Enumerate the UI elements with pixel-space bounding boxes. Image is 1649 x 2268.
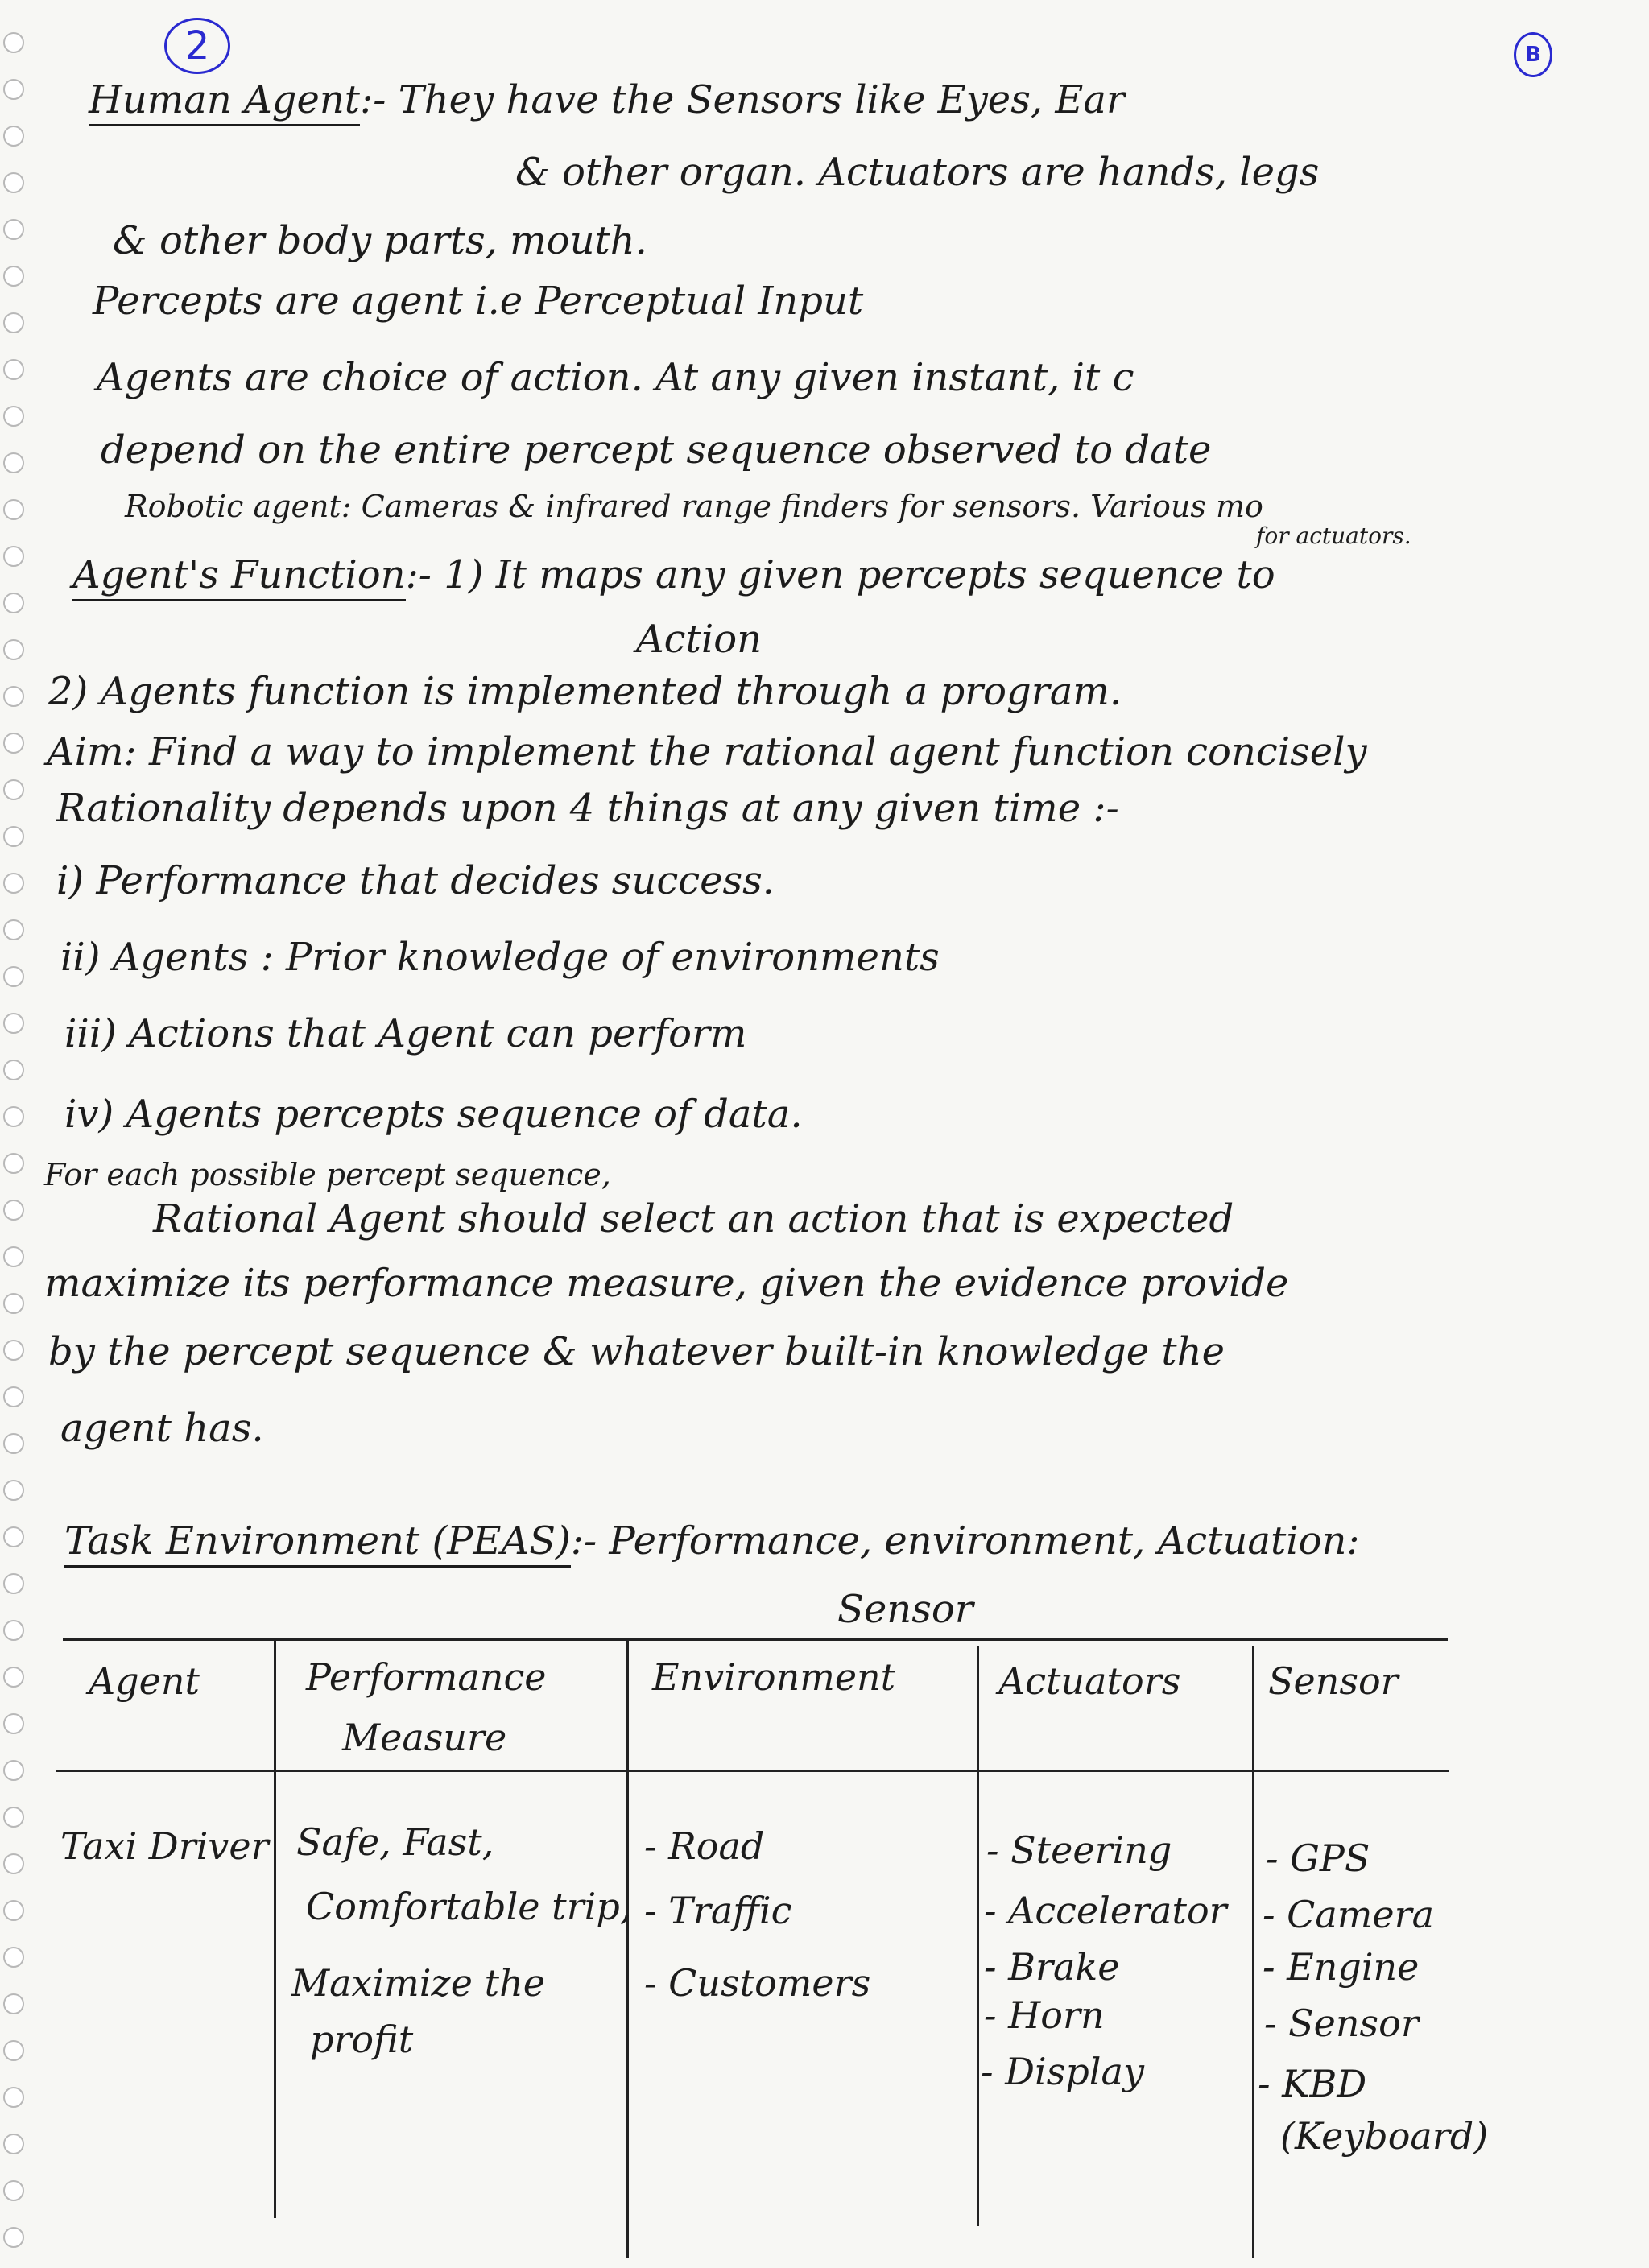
- task-environment-sensor: Sensor: [837, 1587, 973, 1632]
- cell-performance-2: Comfortable trip,: [306, 1885, 632, 1928]
- human-agent-text-1: They have the Sensors like Eyes, Ear: [398, 77, 1125, 122]
- cell-performance-1: Safe, Fast,: [296, 1820, 494, 1864]
- for-each-line: For each possible percept sequence,: [44, 1157, 611, 1192]
- binder-hole: [3, 546, 24, 567]
- binder-hole: [3, 1993, 24, 2014]
- header-performance-measure: Measure: [342, 1716, 507, 1759]
- binder-hole: [3, 1013, 24, 1034]
- corner-mark: B: [1514, 32, 1552, 77]
- table-divider-1: [274, 1638, 276, 2218]
- cell-sensor-2: - Camera: [1263, 1893, 1435, 1936]
- agents-choice-line-1: Agents are choice of action. At any given instant, it c: [97, 355, 1134, 400]
- header-environment: Environment: [652, 1655, 896, 1699]
- binder-hole: [3, 1713, 24, 1734]
- binder-hole: [3, 966, 24, 987]
- cell-actuators-1: - Steering: [986, 1828, 1172, 1872]
- rationality-item-4: iv) Agents percepts sequence of data.: [64, 1092, 803, 1137]
- binder-hole: [3, 1386, 24, 1407]
- binder-hole: [3, 499, 24, 520]
- binder-hole: [3, 1667, 24, 1688]
- binder-hole: [3, 686, 24, 707]
- rational-agent-line-3: by the percept sequence & whatever built-in knowledge the: [48, 1329, 1225, 1374]
- page-number-circle: 2: [164, 18, 230, 74]
- table-divider-4: [1252, 1646, 1254, 2258]
- cell-sensor-5: - KBD: [1258, 2062, 1367, 2105]
- binder-hole: [3, 1526, 24, 1547]
- rationality-item-3: iii) Actions that Agent can perform: [64, 1011, 747, 1056]
- binder-hole: [3, 452, 24, 473]
- task-environment-text: :- Performance, environment, Actuation:: [570, 1518, 1360, 1564]
- header-performance: Performance: [306, 1655, 547, 1699]
- binder-hole: [3, 2227, 24, 2248]
- table-divider-3: [977, 1646, 979, 2226]
- agents-function-text-1: :- 1) It maps any given percepts sequence to: [405, 552, 1275, 597]
- human-agent-separator: :-: [360, 77, 399, 122]
- binder-hole: [3, 2134, 24, 2154]
- cell-performance-4: profit: [310, 2018, 414, 2061]
- percepts-line: Percepts are agent i.e Perceptual Input: [93, 279, 864, 324]
- human-agent-text-3: & other body parts, mouth.: [113, 218, 647, 263]
- rationality-line: Rationality depends upon 4 things at any given time :-: [56, 786, 1119, 831]
- cell-actuators-2: - Accelerator: [984, 1889, 1227, 1932]
- binder-hole: [3, 359, 24, 380]
- table-divider-2: [626, 1638, 629, 2258]
- binder-hole: [3, 2087, 24, 2108]
- aim-line: Aim: Find a way to implement the rational agent function concisely: [47, 729, 1367, 775]
- robotic-agent-line: Robotic agent: Cameras & infrared range finders for sensors. Various mo: [125, 489, 1263, 524]
- agents-function-heading: Agent's Function: [72, 552, 406, 601]
- binder-hole: [3, 219, 24, 240]
- binder-holes: [0, 0, 32, 2268]
- binder-hole: [3, 1900, 24, 1921]
- cell-sensor-3: - Engine: [1263, 1945, 1420, 1989]
- binder-hole: [3, 406, 24, 427]
- agents-choice-line-2: depend on the entire percept sequence observed to date: [101, 428, 1212, 473]
- binder-hole: [3, 1200, 24, 1221]
- header-actuators: Actuators: [998, 1659, 1181, 1703]
- table-header-rule: [56, 1770, 1449, 1772]
- binder-hole: [3, 1106, 24, 1127]
- binder-hole: [3, 733, 24, 754]
- binder-hole: [3, 639, 24, 660]
- rational-agent-line-4: agent has.: [60, 1406, 264, 1451]
- cell-actuators-5: - Display: [981, 2050, 1144, 2093]
- binder-hole: [3, 1620, 24, 1641]
- binder-hole: [3, 1853, 24, 1874]
- task-environment-heading: Task Environment (PEAS): [64, 1518, 571, 1568]
- binder-hole: [3, 1293, 24, 1314]
- cell-sensor-6: (Keyboard): [1280, 2114, 1489, 2158]
- binder-hole: [3, 1060, 24, 1080]
- binder-hole: [3, 32, 24, 53]
- binder-hole: [3, 1246, 24, 1267]
- binder-hole: [3, 2180, 24, 2201]
- binder-hole: [3, 1947, 24, 1968]
- for-actuators-note: for actuators.: [1256, 523, 1411, 549]
- cell-actuators-4: - Horn: [984, 1993, 1105, 2037]
- binder-hole: [3, 312, 24, 333]
- agents-function-action: Action: [636, 617, 762, 662]
- binder-hole: [3, 593, 24, 613]
- human-agent-text-2: & other organ. Actuators are hands, legs: [515, 150, 1320, 195]
- binder-hole: [3, 172, 24, 193]
- binder-hole: [3, 79, 24, 100]
- binder-hole: [3, 826, 24, 847]
- cell-environment-3: - Customers: [644, 1961, 871, 2005]
- binder-hole: [3, 1340, 24, 1361]
- cell-environment-1: - Road: [644, 1824, 765, 1868]
- binder-hole: [3, 873, 24, 894]
- header-sensor: Sensor: [1268, 1659, 1399, 1703]
- cell-agent: Taxi Driver: [60, 1824, 269, 1868]
- task-environment-line: [64, 1518, 1360, 1564]
- binder-hole: [3, 1807, 24, 1828]
- human-agent-heading: Human Agent: [89, 77, 360, 126]
- human-agent-line: [89, 77, 1125, 122]
- cell-environment-2: - Traffic: [644, 1889, 792, 1932]
- binder-hole: [3, 1153, 24, 1174]
- rational-agent-line-1: Rational Agent should select an action that is expected: [153, 1196, 1234, 1241]
- cell-performance-3: Maximize the: [291, 1961, 545, 2005]
- rationality-item-1: i) Performance that decides success.: [56, 858, 775, 903]
- cell-actuators-3: - Brake: [984, 1945, 1120, 1989]
- agents-function-text-2: 2) Agents function is implemented through a program.: [48, 669, 1122, 714]
- binder-hole: [3, 2040, 24, 2061]
- cell-sensor-1: - GPS: [1266, 1836, 1370, 1880]
- binder-hole: [3, 1480, 24, 1501]
- cell-sensor-4: - Sensor: [1264, 2002, 1419, 2045]
- header-agent: Agent: [89, 1659, 200, 1703]
- agents-function-line: [72, 552, 1275, 597]
- rationality-item-2: ii) Agents : Prior knowledge of environments: [60, 935, 940, 980]
- binder-hole: [3, 919, 24, 940]
- binder-hole: [3, 126, 24, 147]
- binder-hole: [3, 266, 24, 287]
- binder-hole: [3, 779, 24, 800]
- binder-hole: [3, 1760, 24, 1781]
- table-top-rule: [63, 1638, 1448, 1641]
- binder-hole: [3, 1433, 24, 1454]
- rational-agent-line-2: maximize its performance measure, given the evidence provide: [44, 1261, 1289, 1306]
- binder-hole: [3, 1573, 24, 1594]
